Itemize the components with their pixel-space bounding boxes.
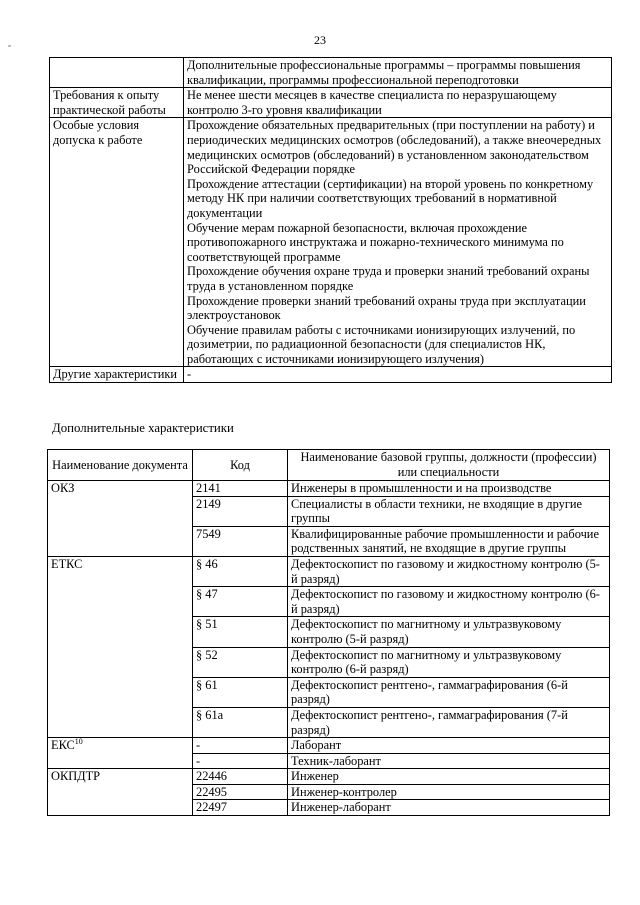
occupation-name-cell: Дефектоскопист по газовому и жидкостному контролю (5-й разряд) (288, 556, 610, 586)
requirement-paragraph: Обучение правилам работы с источниками ионизирующих излучений, по дозиметрии, по радиационной безопасности (для специалистов НК, работающих с источниками ионизирующего излучения) (187, 322, 576, 366)
requirement-label: Другие характеристики (50, 367, 184, 383)
qualification-requirements-table (49, 57, 612, 383)
occupation-name-cell: Дефектоскопист по газовому и жидкостному контролю (6-й разряд) (288, 587, 610, 617)
code-cell: 22446 (193, 769, 288, 785)
table-row (48, 769, 610, 785)
code-cell: 2149 (193, 496, 288, 526)
requirement-paragraph: Прохождение аттестации (сертификации) на второй уровень по конкретному методу НК при наличии соответствующих требований в нормативной документации (187, 176, 594, 220)
requirement-paragraph: Обучение мерам пожарной безопасности, включая прохождение противопожарного инструктажа и пожарно-технического минимума по соответствующей программе (187, 220, 564, 264)
occupation-name-cell: Квалифицированные рабочие промышленности и рабочие родственных занятий, не входящие в другие группы (288, 526, 610, 556)
document-name-text: ЕТКС (51, 556, 83, 571)
requirement-label: Требования к опыту практической работы (50, 88, 184, 118)
section-title: Дополнительные характеристики (52, 421, 234, 435)
requirement-label: Особые условия допуска к работе (50, 118, 184, 367)
requirement-value (184, 58, 612, 88)
code-cell: § 47 (193, 587, 288, 617)
page-number: 23 (314, 33, 326, 47)
requirement-paragraph: Прохождение обучения охране труда и проверки знаний требований охраны труда в установленном порядке (187, 264, 590, 293)
code-cell: - (193, 753, 288, 769)
code-cell: 7549 (193, 526, 288, 556)
code-cell: 22497 (193, 800, 288, 816)
code-cell: § 61а (193, 707, 288, 737)
document-name-text: ОКЗ (51, 481, 75, 495)
requirement-paragraph: Дополнительные профессиональные программы – программы повышения квалификации, программы профессиональной переподготовки (187, 58, 581, 87)
document-name-text: ОКПДТР (51, 769, 101, 784)
document-name (48, 769, 193, 816)
table-header-row (48, 450, 610, 481)
header-document: Наименование документа (48, 450, 193, 481)
code-cell: § 61 (193, 677, 288, 707)
occupation-name-cell: Инженеры в промышленности и на производстве (288, 481, 610, 497)
document-name-text: ЕКС (51, 738, 75, 753)
table-row (48, 556, 610, 586)
requirement-value (184, 118, 612, 367)
scan-mark (8, 45, 11, 47)
code-cell: - (193, 738, 288, 754)
requirement-paragraph: Прохождение проверки знаний требований охраны труда при эксплуатации электроустановок (187, 293, 586, 323)
code-cell: 22495 (193, 784, 288, 800)
occupation-name-cell: Инженер (288, 769, 610, 785)
requirement-value (184, 88, 612, 118)
header-code: Код (193, 450, 288, 481)
additional-characteristics-table (47, 449, 610, 816)
requirement-row (50, 58, 612, 88)
requirement-paragraph: Прохождение обязательных предварительных (при поступлении на работу) и периодических медицинских осмотров (обследований), а также внеочередных медицинских осмотров (обследований) в установленном законодательством Российской Федерации порядке (187, 118, 602, 177)
requirement-row (50, 367, 612, 383)
occupation-name-cell: Инженер-лаборант (288, 800, 610, 816)
requirement-value (184, 367, 612, 383)
code-cell: § 52 (193, 647, 288, 677)
occupation-name-cell: Дефектоскопист рентгено-, гаммаграфирования (7-й разряд) (288, 707, 610, 737)
requirement-label (50, 58, 184, 88)
code-cell: 2141 (193, 481, 288, 497)
table-row (48, 738, 610, 754)
occupation-name-cell: Дефектоскопист рентгено-, гаммаграфирования (6-й разряд) (288, 677, 610, 707)
code-cell: § 46 (193, 556, 288, 586)
document-name (48, 481, 193, 557)
document-name (48, 738, 193, 769)
occupation-name-cell: Инженер-контролер (288, 784, 610, 800)
occupation-name-cell: Лаборант (288, 738, 610, 754)
requirement-row (50, 118, 612, 367)
occupation-name-cell: Техник-лаборант (288, 753, 610, 769)
occupation-name-cell: Специалисты в области техники, не входящие в другие группы (288, 496, 610, 526)
occupation-name-cell: Дефектоскопист по магнитному и ультразвуковому контролю (6-й разряд) (288, 647, 610, 677)
document-name (48, 556, 193, 737)
table-row (48, 481, 610, 497)
code-cell: § 51 (193, 617, 288, 647)
footnote-marker: 10 (74, 736, 83, 746)
requirement-paragraph: - (187, 367, 192, 382)
requirement-paragraph: Не менее шести месяцев в качестве специалиста по неразрушающему контролю 3-го уровня квалификации (187, 88, 557, 117)
header-name: Наименование базовой группы, должности (профессии) или специальности (288, 450, 610, 481)
requirement-row (50, 88, 612, 118)
occupation-name-cell: Дефектоскопист по магнитному и ультразвуковому контролю (5-й разряд) (288, 617, 610, 647)
